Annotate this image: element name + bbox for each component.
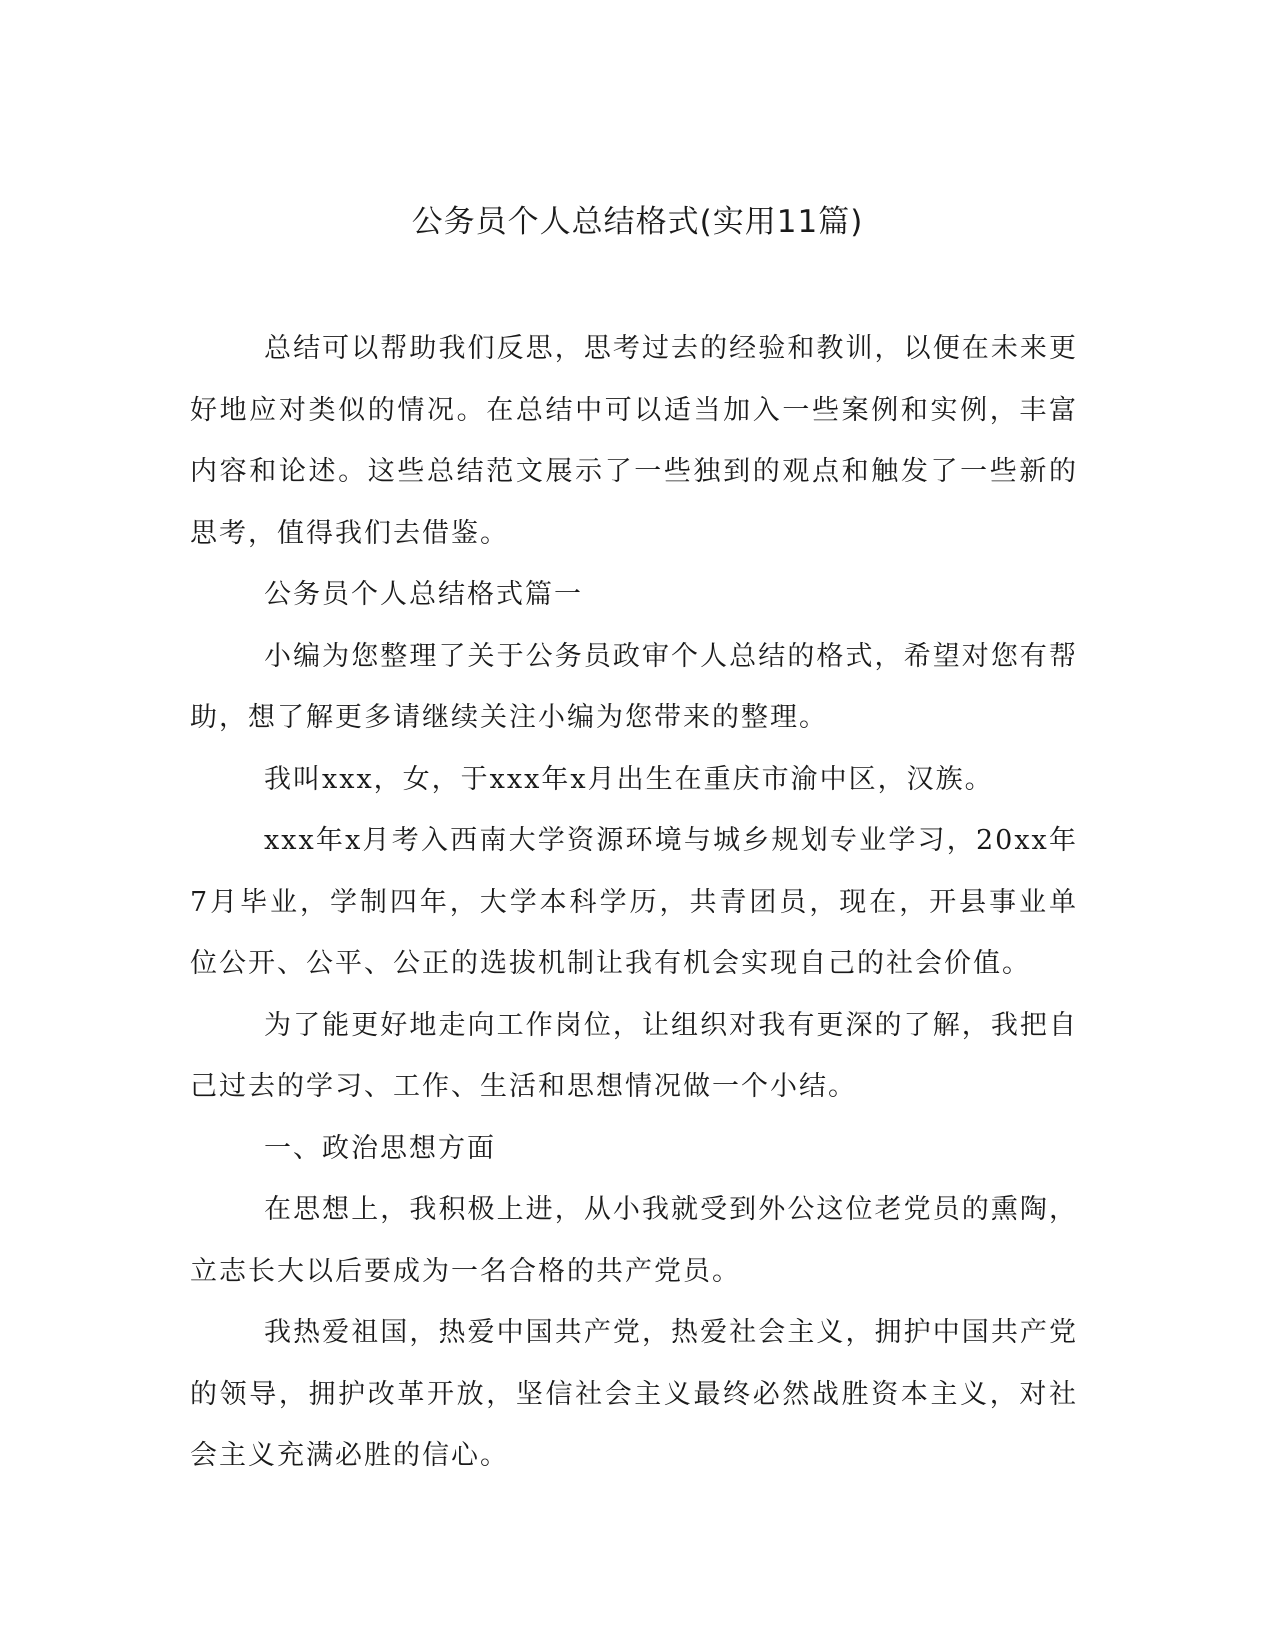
paragraph-personal-info: 我叫xxx，女，于xxx年x月出生在重庆市渝中区，汉族。: [264, 763, 994, 795]
paragraph-education: xxx年x月考入西南大学资源环境与城乡规划专业学习，20xx年7月毕业，学制四年，大学本科学历，共青团员，现在，开县事业单位公开、公平、公正的选拔机制让我有机会实现自己的社会价值。: [190, 825, 1078, 979]
section-heading-part-one: 公务员个人总结格式篇一: [264, 579, 583, 610]
paragraph-editor-note: 小编为您整理了关于公务员政审个人总结的格式，希望对您有帮助，想了解更多请继续关注小编为您带来的整理。: [190, 640, 1078, 733]
paragraph-patriotism: 我热爱祖国，热爱中国共产党，热爱社会主义，拥护中国共产党的领导，拥护改革开放，坚信社会主义最终必然战胜资本主义，对社会主义充满必胜的信心。: [190, 1317, 1078, 1471]
paragraph-purpose: 为了能更好地走向工作岗位，让组织对我有更深的了解，我把自己过去的学习、工作、生活和思想情况做一个小结。: [190, 1009, 1078, 1102]
paragraph-ideology: 在思想上，我积极上进，从小我就受到外公这位老党员的熏陶，立志长大以后要成为一名合格的共产党员。: [190, 1194, 1078, 1287]
section-heading-political: 一、政治思想方面: [264, 1132, 496, 1164]
document-body: [190, 318, 1078, 1487]
document-title: 公务员个人总结格式(实用11篇): [411, 204, 864, 240]
paragraph-intro: 总结可以帮助我们反思，思考过去的经验和教训，以便在未来更好地应对类似的情况。在总结中可以适当加入一些案例和实例，丰富内容和论述。这些总结范文展示了一些独到的观点和触发了一些新的思考，值得我们去借鉴。: [190, 333, 1078, 549]
